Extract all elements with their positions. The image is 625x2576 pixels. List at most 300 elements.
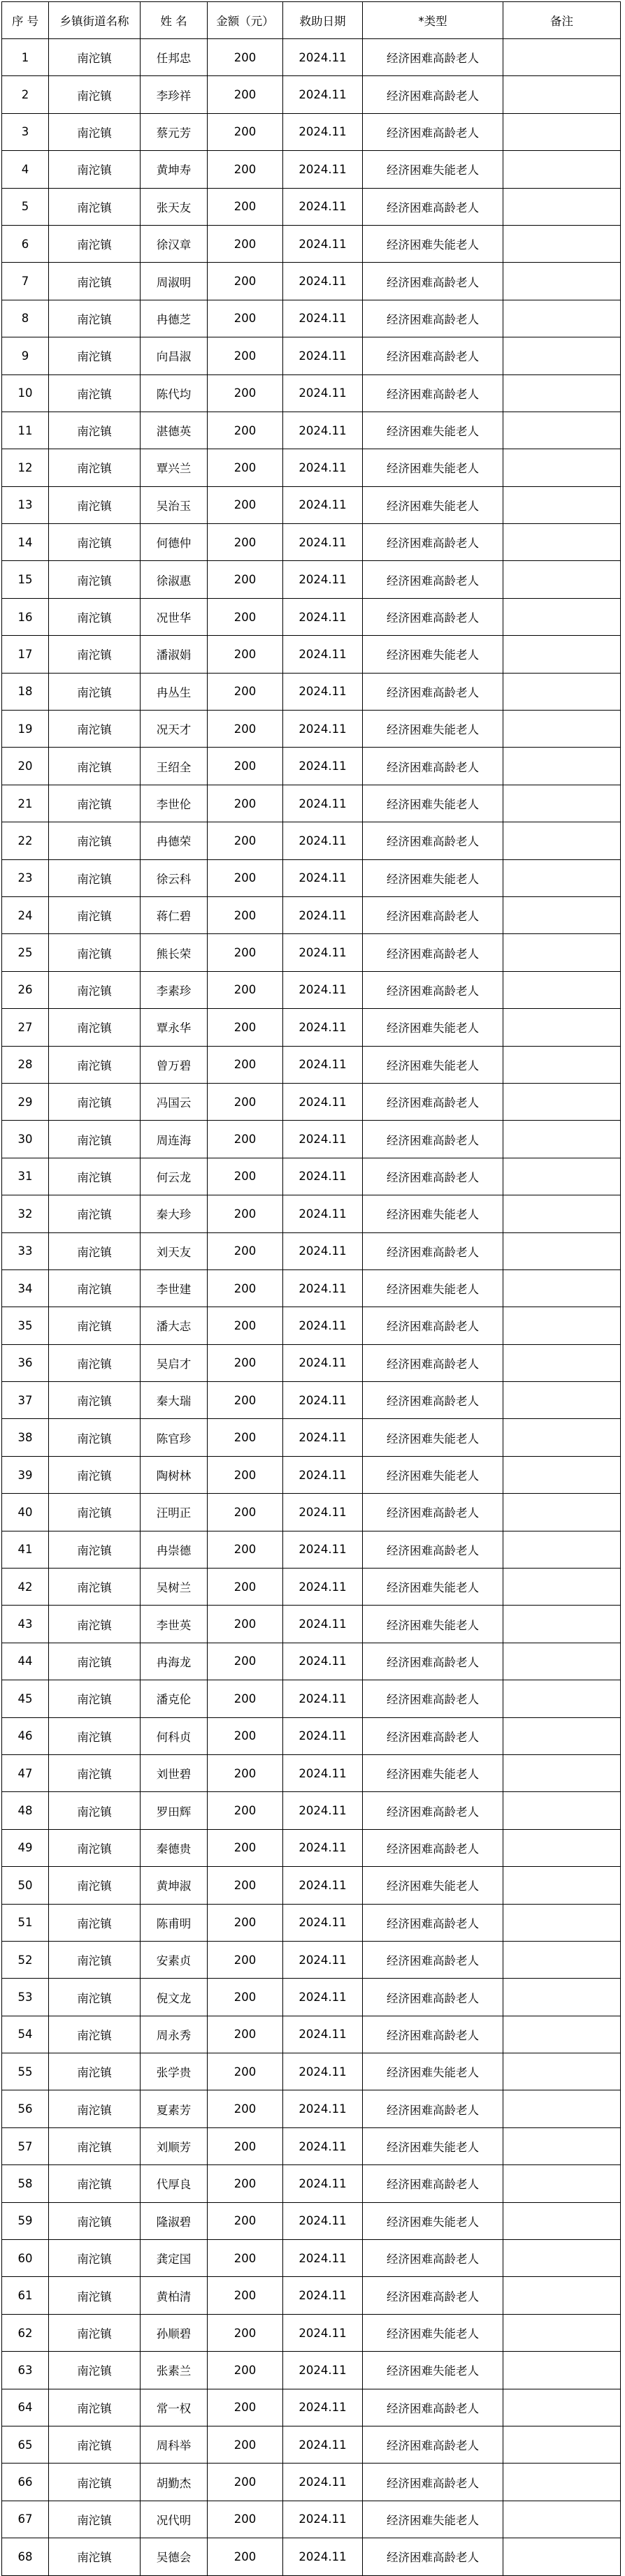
cell-amount: 200 [208,2389,283,2426]
cell-name: 汪明正 [141,1494,208,1531]
table-body [2,39,621,2576]
cell-type: 经济困难高龄老人 [363,188,503,225]
table-row [2,2314,621,2351]
cell-serial-no: 21 [2,785,49,822]
cell-name: 潘淑娟 [141,636,208,673]
cell-type: 经济困难失能老人 [363,1046,503,1083]
cell-remarks [503,1307,621,1344]
cell-date: 2024.11 [283,1979,363,2016]
cell-serial-no: 32 [2,1195,49,1232]
cell-remarks [503,2240,621,2277]
cell-township: 南沱镇 [49,2426,141,2464]
cell-township: 南沱镇 [49,412,141,449]
cell-name: 隆淑碧 [141,2202,208,2239]
cell-amount: 200 [208,1904,283,1941]
cell-serial-no: 5 [2,188,49,225]
cell-date: 2024.11 [283,1344,363,1381]
cell-township: 南沱镇 [49,1494,141,1531]
cell-remarks [503,1829,621,1866]
table-row [2,151,621,188]
table-row [2,1606,621,1643]
cell-name: 冉德荣 [141,822,208,859]
cell-date: 2024.11 [283,896,363,933]
cell-serial-no: 15 [2,561,49,598]
cell-date: 2024.11 [283,1121,363,1158]
cell-type: 经济困难高龄老人 [363,76,503,113]
cell-township: 南沱镇 [49,859,141,896]
cell-date: 2024.11 [283,188,363,225]
cell-type: 经济困难高龄老人 [363,2426,503,2464]
cell-name: 李世英 [141,1606,208,1643]
cell-township: 南沱镇 [49,76,141,113]
cell-amount: 200 [208,2352,283,2389]
cell-name: 徐淑惠 [141,561,208,598]
cell-type: 经济困难失能老人 [363,1269,503,1307]
table-row [2,2127,621,2164]
cell-remarks [503,748,621,785]
table-row [2,412,621,449]
cell-serial-no: 45 [2,1680,49,1717]
cell-name: 张学贵 [141,2053,208,2090]
cell-remarks [503,1232,621,1269]
cell-remarks [503,524,621,561]
cell-type: 经济困难高龄老人 [363,1494,503,1531]
cell-serial-no: 33 [2,1232,49,1269]
cell-name: 王绍全 [141,748,208,785]
cell-name: 曾万碧 [141,1046,208,1083]
relief-table [1,1,621,2576]
cell-township: 南沱镇 [49,785,141,822]
cell-serial-no: 46 [2,1717,49,1754]
cell-remarks [503,2053,621,2090]
cell-name: 周淑明 [141,263,208,300]
cell-name: 潘大志 [141,1307,208,1344]
cell-type: 经济困难失能老人 [363,2202,503,2239]
cell-remarks [503,1382,621,1419]
cell-date: 2024.11 [283,374,363,412]
table-row [2,524,621,561]
cell-date: 2024.11 [283,2240,363,2277]
cell-township: 南沱镇 [49,39,141,76]
cell-serial-no: 35 [2,1307,49,1344]
cell-remarks [503,2426,621,2464]
cell-serial-no: 22 [2,822,49,859]
table-row [2,1494,621,1531]
cell-township: 南沱镇 [49,561,141,598]
cell-name: 倪文龙 [141,1979,208,2016]
cell-name: 周科举 [141,2426,208,2464]
cell-date: 2024.11 [283,711,363,748]
cell-amount: 200 [208,2127,283,2164]
cell-township: 南沱镇 [49,896,141,933]
cell-amount: 200 [208,1419,283,1456]
cell-amount: 200 [208,1606,283,1643]
cell-date: 2024.11 [283,2389,363,2426]
cell-remarks [503,2538,621,2575]
cell-serial-no: 2 [2,76,49,113]
cell-township: 南沱镇 [49,2352,141,2389]
cell-name: 秦德贵 [141,1829,208,1866]
cell-type: 经济困难高龄老人 [363,1382,503,1419]
cell-date: 2024.11 [283,1792,363,1829]
cell-name: 常一权 [141,2389,208,2426]
cell-remarks [503,1680,621,1717]
table-row [2,449,621,486]
table-row [2,1829,621,1866]
cell-name: 周永秀 [141,2016,208,2053]
cell-name: 徐云科 [141,859,208,896]
cell-amount: 200 [208,2165,283,2202]
cell-name: 李素珍 [141,971,208,1008]
cell-remarks [503,188,621,225]
cell-type: 经济困难失能老人 [363,151,503,188]
table-row [2,2389,621,2426]
cell-amount: 200 [208,1754,283,1791]
table-row [2,2090,621,2127]
table-row [2,1419,621,1456]
table-row [2,934,621,971]
cell-township: 南沱镇 [49,822,141,859]
table-row [2,188,621,225]
header-township: 乡镇街道名称 [49,2,141,39]
cell-type: 经济困难高龄老人 [363,1904,503,1941]
cell-type: 经济困难高龄老人 [363,2277,503,2314]
cell-remarks [503,1754,621,1791]
cell-remarks [503,1158,621,1195]
cell-township: 南沱镇 [49,2501,141,2538]
cell-amount: 200 [208,113,283,150]
cell-remarks [503,1792,621,1829]
cell-remarks [503,263,621,300]
table-row [2,300,621,337]
cell-name: 况世华 [141,598,208,635]
cell-serial-no: 50 [2,1867,49,1904]
cell-township: 南沱镇 [49,2538,141,2575]
cell-type: 经济困难失能老人 [363,1456,503,1493]
cell-amount: 200 [208,1643,283,1680]
table-row [2,486,621,523]
cell-type: 经济困难高龄老人 [363,1829,503,1866]
cell-type: 经济困难高龄老人 [363,1792,503,1829]
cell-amount: 200 [208,2464,283,2501]
cell-serial-no: 28 [2,1046,49,1083]
cell-amount: 200 [208,1232,283,1269]
cell-remarks [503,1269,621,1307]
cell-date: 2024.11 [283,1643,363,1680]
cell-date: 2024.11 [283,151,363,188]
cell-township: 南沱镇 [49,1643,141,1680]
cell-name: 陈官珍 [141,1419,208,1456]
header-remarks: 备注 [503,2,621,39]
cell-date: 2024.11 [283,2165,363,2202]
cell-serial-no: 38 [2,1419,49,1456]
cell-amount: 200 [208,2090,283,2127]
cell-amount: 200 [208,151,283,188]
cell-amount: 200 [208,524,283,561]
cell-amount: 200 [208,225,283,262]
cell-name: 陶树林 [141,1456,208,1493]
cell-remarks [503,449,621,486]
cell-serial-no: 31 [2,1158,49,1195]
table-row [2,113,621,150]
cell-serial-no: 26 [2,971,49,1008]
cell-date: 2024.11 [283,561,363,598]
cell-type: 经济困难失能老人 [363,1606,503,1643]
cell-remarks [503,2277,621,2314]
cell-name: 吴树兰 [141,1569,208,1606]
cell-name: 黄坤淑 [141,1867,208,1904]
cell-amount: 200 [208,896,283,933]
cell-date: 2024.11 [283,2352,363,2389]
cell-township: 南沱镇 [49,1158,141,1195]
cell-name: 吴德会 [141,2538,208,2575]
cell-township: 南沱镇 [49,2464,141,2501]
cell-date: 2024.11 [283,1382,363,1419]
cell-remarks [503,1195,621,1232]
cell-date: 2024.11 [283,76,363,113]
cell-remarks [503,1867,621,1904]
cell-name: 何云龙 [141,1158,208,1195]
cell-amount: 200 [208,748,283,785]
cell-name: 刘天友 [141,1232,208,1269]
cell-amount: 200 [208,374,283,412]
cell-date: 2024.11 [283,2202,363,2239]
cell-serial-no: 12 [2,449,49,486]
cell-type: 经济困难失能老人 [363,449,503,486]
cell-type: 经济困难高龄老人 [363,374,503,412]
cell-amount: 200 [208,2501,283,2538]
table-row [2,1867,621,1904]
table-row [2,859,621,896]
cell-date: 2024.11 [283,822,363,859]
cell-date: 2024.11 [283,1046,363,1083]
cell-serial-no: 67 [2,2501,49,2538]
cell-amount: 200 [208,2277,283,2314]
cell-serial-no: 37 [2,1382,49,1419]
cell-type: 经济困难高龄老人 [363,1643,503,1680]
cell-name: 熊长荣 [141,934,208,971]
table-row [2,1717,621,1754]
table-row [2,598,621,635]
cell-date: 2024.11 [283,1941,363,1978]
cell-name: 吴启才 [141,1344,208,1381]
cell-remarks [503,2202,621,2239]
cell-remarks [503,2016,621,2053]
cell-date: 2024.11 [283,1829,363,1866]
cell-remarks [503,561,621,598]
cell-serial-no: 63 [2,2352,49,2389]
table-row [2,1754,621,1791]
cell-remarks [503,1419,621,1456]
cell-name: 刘世碧 [141,1754,208,1791]
cell-remarks [503,785,621,822]
cell-date: 2024.11 [283,1494,363,1531]
cell-township: 南沱镇 [49,673,141,710]
cell-township: 南沱镇 [49,1792,141,1829]
cell-township: 南沱镇 [49,1269,141,1307]
cell-amount: 200 [208,1829,283,1866]
cell-date: 2024.11 [283,113,363,150]
cell-amount: 200 [208,1307,283,1344]
cell-amount: 200 [208,1717,283,1754]
cell-serial-no: 55 [2,2053,49,2090]
cell-name: 何德仲 [141,524,208,561]
cell-township: 南沱镇 [49,2127,141,2164]
cell-remarks [503,1717,621,1754]
cell-remarks [503,1979,621,2016]
table-row [2,1009,621,1046]
cell-amount: 200 [208,711,283,748]
cell-name: 龚定国 [141,2240,208,2277]
cell-serial-no: 42 [2,1569,49,1606]
cell-date: 2024.11 [283,1158,363,1195]
table-row [2,2202,621,2239]
cell-township: 南沱镇 [49,486,141,523]
cell-type: 经济困难高龄老人 [363,896,503,933]
cell-date: 2024.11 [283,1680,363,1717]
cell-remarks [503,1494,621,1531]
table-row [2,1643,621,1680]
table-row [2,1941,621,1978]
table-row [2,1269,621,1307]
cell-date: 2024.11 [283,1531,363,1568]
cell-remarks [503,1531,621,1568]
cell-township: 南沱镇 [49,2202,141,2239]
cell-name: 陈甫明 [141,1904,208,1941]
cell-name: 罗田辉 [141,1792,208,1829]
cell-amount: 200 [208,1531,283,1568]
cell-type: 经济困难失能老人 [363,2053,503,2090]
cell-type: 经济困难高龄老人 [363,1083,503,1120]
cell-type: 经济困难失能老人 [363,711,503,748]
cell-remarks [503,486,621,523]
cell-serial-no: 30 [2,1121,49,1158]
cell-type: 经济困难失能老人 [363,1009,503,1046]
cell-type: 经济困难高龄老人 [363,748,503,785]
cell-remarks [503,2314,621,2351]
cell-date: 2024.11 [283,2464,363,2501]
cell-amount: 200 [208,2016,283,2053]
cell-amount: 200 [208,263,283,300]
table-header [2,2,621,39]
cell-remarks [503,1009,621,1046]
cell-type: 经济困难高龄老人 [363,1307,503,1344]
cell-township: 南沱镇 [49,934,141,971]
cell-township: 南沱镇 [49,1009,141,1046]
cell-type: 经济困难失能老人 [363,1867,503,1904]
cell-date: 2024.11 [283,449,363,486]
cell-serial-no: 17 [2,636,49,673]
cell-township: 南沱镇 [49,374,141,412]
cell-type: 经济困难失能老人 [363,2314,503,2351]
cell-type: 经济困难失能老人 [363,1569,503,1606]
cell-name: 黄柏清 [141,2277,208,2314]
table-row [2,1456,621,1493]
cell-type: 经济困难高龄老人 [363,300,503,337]
cell-serial-no: 52 [2,1941,49,1978]
cell-name: 黄坤寿 [141,151,208,188]
cell-township: 南沱镇 [49,1456,141,1493]
cell-serial-no: 36 [2,1344,49,1381]
table-row [2,337,621,374]
cell-date: 2024.11 [283,1456,363,1493]
cell-type: 经济困难失能老人 [363,412,503,449]
cell-remarks [503,1456,621,1493]
cell-township: 南沱镇 [49,1867,141,1904]
cell-type: 经济困难失能老人 [363,1195,503,1232]
cell-serial-no: 60 [2,2240,49,2277]
cell-remarks [503,2464,621,2501]
header-amount: 金额（元） [208,2,283,39]
cell-serial-no: 19 [2,711,49,748]
cell-amount: 200 [208,300,283,337]
cell-township: 南沱镇 [49,1419,141,1456]
cell-remarks [503,636,621,673]
cell-date: 2024.11 [283,859,363,896]
cell-township: 南沱镇 [49,1569,141,1606]
cell-remarks [503,971,621,1008]
cell-serial-no: 14 [2,524,49,561]
cell-name: 冉德芝 [141,300,208,337]
cell-serial-no: 34 [2,1269,49,1307]
cell-serial-no: 39 [2,1456,49,1493]
cell-remarks [503,1046,621,1083]
table-row [2,1344,621,1381]
cell-serial-no: 59 [2,2202,49,2239]
table-row [2,76,621,113]
table-row [2,225,621,262]
header-type: *类型 [363,2,503,39]
cell-remarks [503,76,621,113]
cell-township: 南沱镇 [49,263,141,300]
cell-date: 2024.11 [283,524,363,561]
cell-serial-no: 9 [2,337,49,374]
cell-remarks [503,2501,621,2538]
cell-township: 南沱镇 [49,151,141,188]
table-row [2,636,621,673]
table-row [2,1195,621,1232]
table-row [2,822,621,859]
header-date: 救助日期 [283,2,363,39]
cell-amount: 200 [208,1456,283,1493]
cell-serial-no: 49 [2,1829,49,1866]
cell-type: 经济困难高龄老人 [363,2389,503,2426]
cell-remarks [503,1083,621,1120]
header-serial-no: 序 号 [2,2,49,39]
table-row [2,1382,621,1419]
cell-date: 2024.11 [283,2538,363,2575]
cell-remarks [503,225,621,262]
cell-date: 2024.11 [283,1009,363,1046]
cell-township: 南沱镇 [49,748,141,785]
cell-amount: 200 [208,1121,283,1158]
header-name: 姓 名 [141,2,208,39]
cell-name: 陈代均 [141,374,208,412]
cell-remarks [503,300,621,337]
cell-township: 南沱镇 [49,2277,141,2314]
cell-type: 经济困难失能老人 [363,636,503,673]
cell-serial-no: 41 [2,1531,49,1568]
cell-township: 南沱镇 [49,1232,141,1269]
cell-serial-no: 20 [2,748,49,785]
cell-date: 2024.11 [283,2127,363,2164]
cell-remarks [503,374,621,412]
table-row [2,711,621,748]
table-row [2,2538,621,2575]
cell-name: 覃永华 [141,1009,208,1046]
cell-type: 经济困难高龄老人 [363,39,503,76]
cell-name: 蔡元芳 [141,113,208,150]
